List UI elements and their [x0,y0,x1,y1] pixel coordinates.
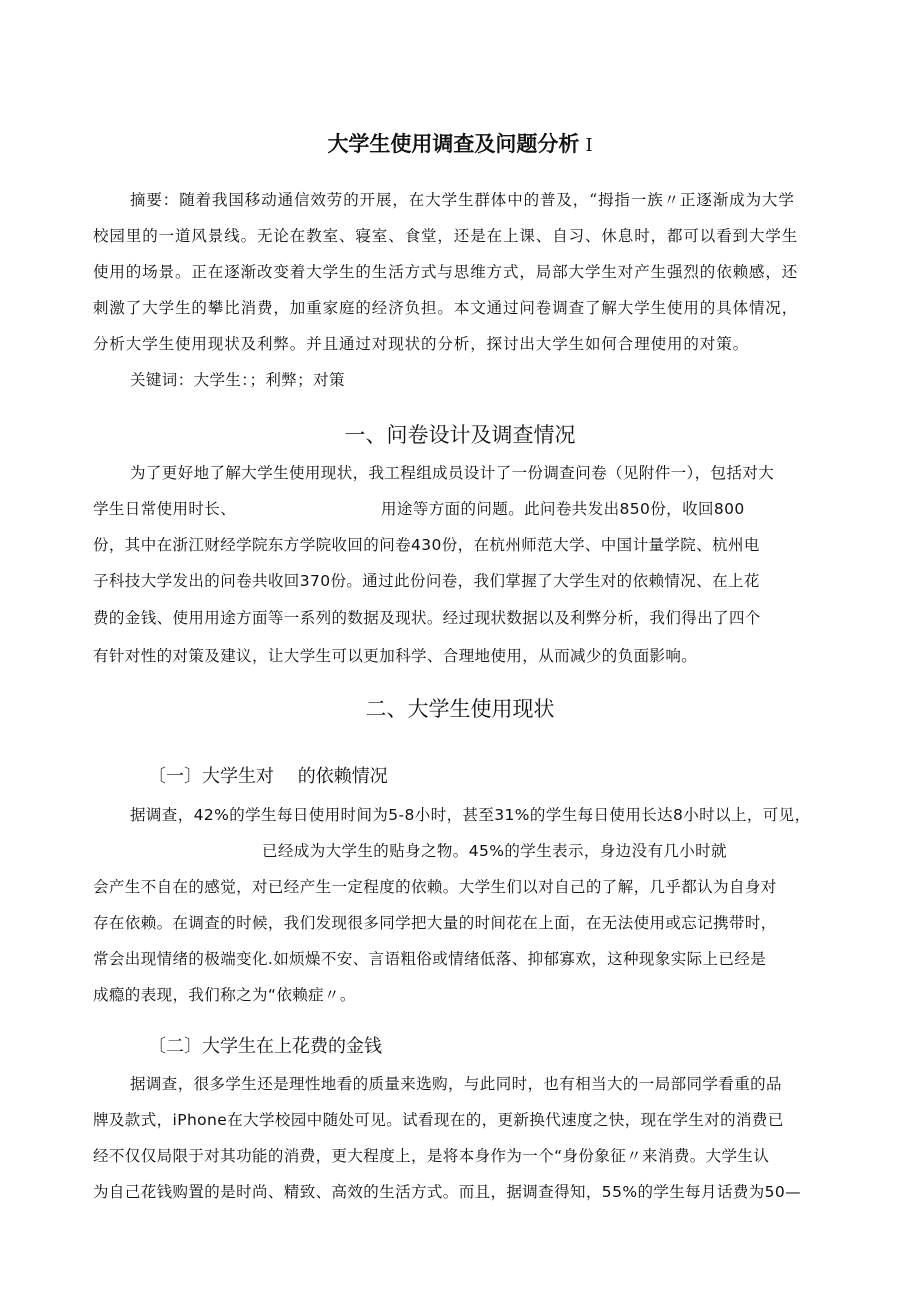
paragraph-line: 会产生不自在的感觉，对已经产生一定程度的依赖。大学生们以对自己的了解，几乎都认为自身对 [93,878,777,896]
title-text: 大学生使用调查及问题分析 [327,132,580,156]
abstract-line: 分析大学生使用现状及利弊。并且通过对现状的分析，探讨出大学生如何合理使用的对策。 [93,335,750,353]
paragraph-line: 为了更好地了解大学生使用现状，我工程组成员设计了一份调查问卷（见附件一），包括对大 [130,464,775,482]
keywords: 关键词：大学生：；利弊；对策 [130,371,345,389]
paragraph-line: 经不仅仅局限于对其功能的消费，更大程度上，是将本身作为一个“身份象征〃来消费。大学生认 [93,1147,770,1165]
paragraph-line: 子科技大学发出的问卷共收回370份。通过此份问卷，我们掌握了大学生对的依赖情况、在上花 [93,572,760,590]
paragraph-line: 据调查，很多学生还是理性地看的质量来选购，与此同时，也有相当大的一局部同学看重的品 [130,1075,782,1093]
paragraph-line: 学生日常使用时长、 [93,500,237,518]
subsection-heading: 〔一〕大学生对 的依赖情况 [148,766,388,787]
abstract-line: 摘要：随着我国移动通信效劳的开展，在大学生群体中的普及，“拇指一族〃正逐渐成为大学 [130,191,795,209]
abstract-line: 使用的场景。正在逐渐改变着大学生的生活方式与思维方式，局部大学生对产生强烈的依赖感，还 [93,263,799,281]
section-heading: 二、大学生使用现状 [365,697,555,721]
paragraph-line: 存在依赖。在调查的时候，我们发现很多同学把大量的时间花在上面，在无法使用或忘记携带时， [93,914,777,932]
paragraph-line: 用途等方面的问题。此问卷共发出850份，收回800 [381,500,745,518]
paragraph-line: 已经成为大学生的贴身之物。45%的学生表示，身边没有几小时就 [262,842,727,860]
paragraph-line: 份，其中在浙江财经学院东方学院收回的问卷430份，在杭州师范大学、中国计量学院、杭州电 [93,536,760,554]
document-title [0,128,920,158]
paragraph-line: 牌及款式，iPhone在大学校园中随处可见。试看现在的，更新换代速度之快，现在学生对的消费已 [93,1111,784,1129]
abstract-line: 刺激了大学生的攀比消费，加重家庭的经济负担。本文通过问卷调查了解大学生使用的具体情况， [93,299,799,317]
paragraph-line: 有针对性的对策及建议，让大学生可以更加科学、合理地使用，从而减少的负面影响。 [93,647,698,665]
title-footnote-mark: I [585,135,593,156]
subsection-heading: 〔二〕大学生在上花费的金钱 [148,1036,382,1057]
section-heading: 一、问卷设计及调查情况 [344,423,576,447]
paragraph-line: 据调查，42%的学生每日使用时间为5-8小时，甚至31%的学生每日使用长达8小时以上，可见， [130,806,811,824]
paragraph-line: 成瘾的表现，我们称之为“依赖症〃。 [93,986,356,1004]
abstract-line: 校园里的一道风景线。无论在教室、寝室、食堂，还是在上课、自习、休息时，都可以看到大学生 [93,227,799,245]
paragraph-line: 费的金钱、使用用途方面等一系列的数据及现状。经过现状数据以及利弊分析，我们得出了四个 [93,609,761,627]
paragraph-line: 常会出现情绪的极端变化.如烦燥不安、言语粗俗或情绪低落、抑郁寡欢，这种现象实际上已经是 [93,950,767,968]
paragraph-line: 为自己花钱购置的是时尚、精致、高效的生活方式。而且，据调查得知，55%的学生每月话费为50— [93,1183,802,1201]
